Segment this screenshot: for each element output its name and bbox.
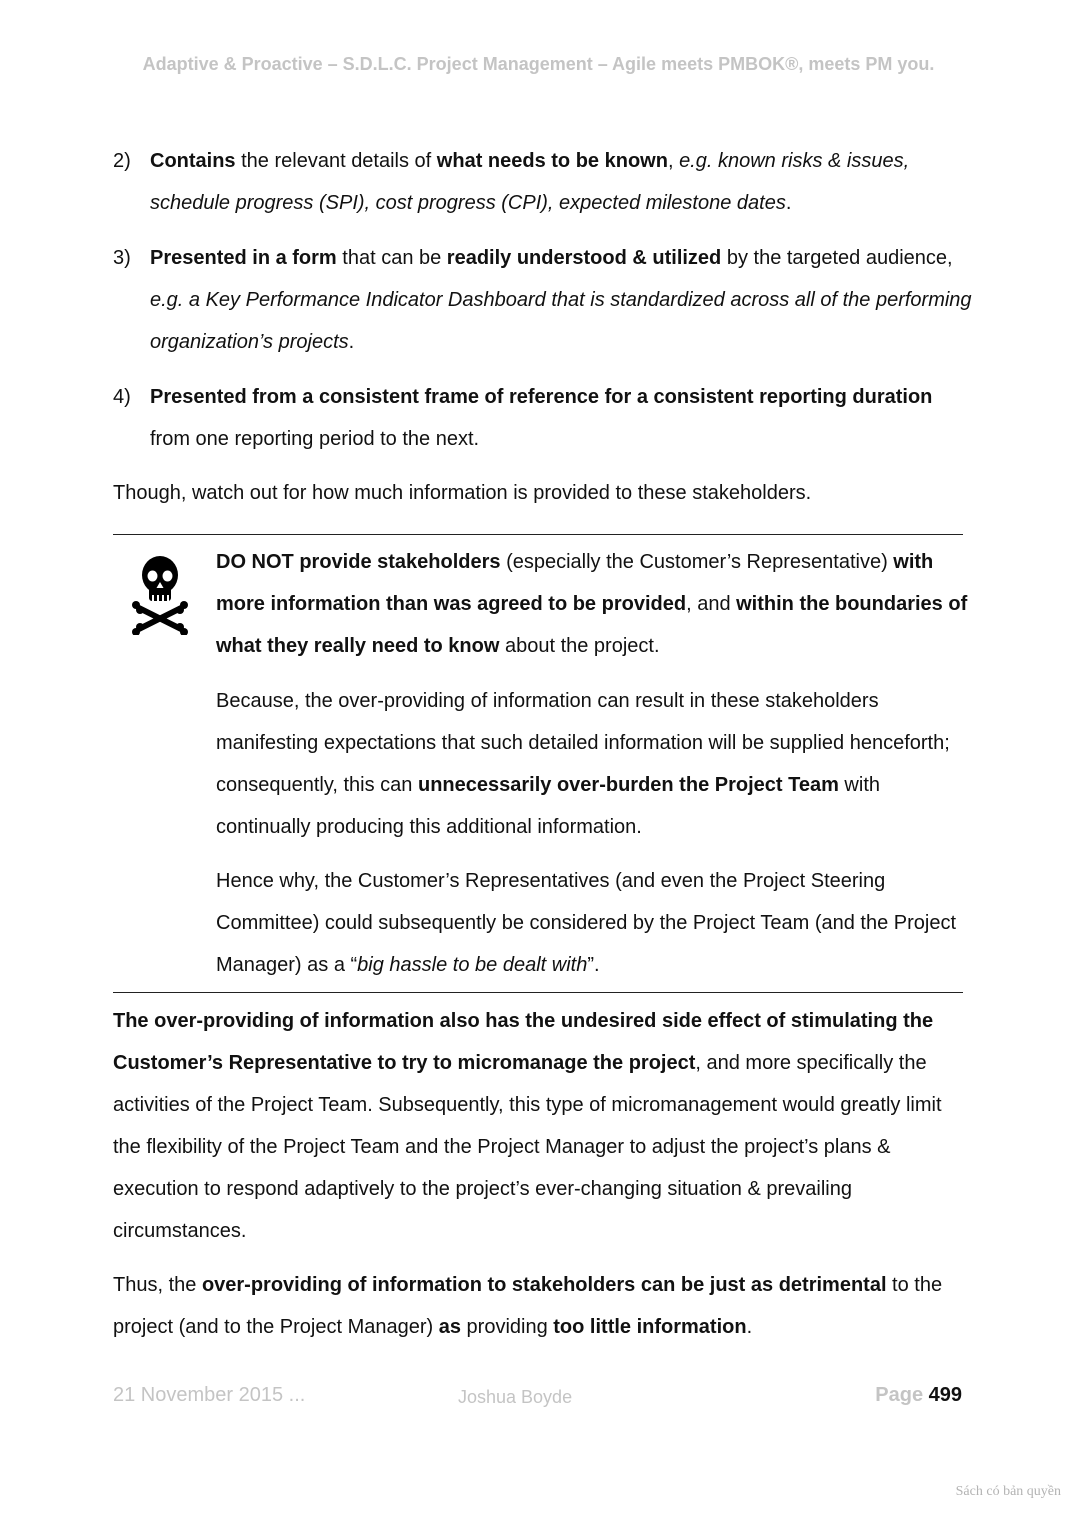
list-number: 4): [113, 386, 131, 408]
body-bold: as: [438, 1316, 461, 1338]
item-text: .: [785, 192, 792, 214]
warning-paragraph: [216, 541, 968, 667]
list-item: [113, 376, 973, 460]
body-bold: over-providing of information to stakeholders can be just as detrimental: [201, 1274, 887, 1296]
warning-text: with continually producing this additional information.: [216, 774, 880, 838]
warning-bold: unnecessarily over-burden the Project Team: [417, 774, 839, 796]
warning-bold: DO NOT provide stakeholders: [216, 551, 501, 573]
warning-text: ”.: [587, 954, 600, 976]
body-bold: too little information: [553, 1316, 747, 1338]
running-header: Adaptive & Proactive – S.D.L.C. Project Management – Agile meets PMBOK®, meets PM you.: [142, 54, 935, 74]
item-text: by the targeted audience,: [721, 247, 953, 269]
warning-bold: with more information than was agreed to be provided: [216, 551, 934, 615]
box-top-rule: [113, 534, 963, 535]
warning-text: , and: [686, 593, 737, 615]
box-bottom-rule: [113, 992, 963, 993]
copyright-watermark: Sách có bản quyền: [955, 1484, 1061, 1499]
list-item: [113, 140, 973, 224]
item-bold: Contains: [150, 150, 236, 172]
skull-and-crossbones-icon: [130, 553, 190, 635]
warning-paragraph: [216, 860, 968, 986]
warning-bold: within the boundaries of what they really need to know: [216, 593, 968, 657]
item-text: the relevant details of: [235, 150, 437, 172]
body-text: .: [746, 1316, 753, 1338]
footer-date: 21 November 2015 ...: [113, 1384, 306, 1406]
body-text: Thus, the: [113, 1274, 202, 1296]
body-paragraph: [113, 1264, 973, 1348]
body-text: , and more specifically the activities of the Project Team. Subsequently, this type of micromanagement would greatly limit the flexibility of the Project Team and the Project Manager to adjust the project’s plans & execution to respond adaptively to the project’s ever-changing situation & prevailing circumstances.: [113, 1052, 942, 1242]
item-bold: Presented in a form: [150, 247, 337, 269]
page-label: Page: [875, 1384, 929, 1406]
body-bold: The over-providing of information also has the undesired side effect of stimulating the Customer’s Representative to try to micromanage the project: [113, 1010, 934, 1074]
list-item: [113, 237, 973, 363]
item-text: ,: [667, 150, 680, 172]
item-text: that can be: [336, 247, 447, 269]
list-number: 2): [113, 150, 131, 172]
body-text: providing: [460, 1316, 554, 1338]
intro-paragraph: Though, watch out for how much information is provided to these stakeholders.: [113, 482, 812, 504]
footer-page: [875, 1384, 962, 1407]
warning-text: (especially the Customer’s Representative): [500, 551, 894, 573]
body-text: to the project (and to the Project Manager): [113, 1274, 943, 1338]
item-italic: e.g. a Key Performance Indicator Dashboard that is standardized across all of the performing organization’s projects: [150, 289, 972, 353]
warning-text: Because, the over-providing of information can result in these stakeholders manifesting expectations that such detailed information will be supplied henceforth; consequently, this can: [216, 690, 950, 796]
item-italic: e.g. known risks & issues, schedule progress (SPI), cost progress (CPI), expected milestone dates: [150, 150, 910, 214]
item-text: .: [348, 331, 355, 353]
warning-text: about the project.: [499, 635, 660, 657]
item-bold: readily understood & utilized: [446, 247, 722, 269]
warning-paragraph: [216, 680, 968, 848]
footer-author: Joshua Boyde: [458, 1387, 573, 1407]
item-text: from one reporting period to the next.: [150, 428, 480, 450]
warning-italic: big hassle to be dealt with: [357, 954, 588, 976]
body-paragraph: [113, 1000, 973, 1252]
page-number: 499: [928, 1384, 962, 1406]
item-bold: Presented from a consistent frame of reference for a consistent reporting duration: [150, 386, 933, 408]
list-number: 3): [113, 247, 131, 269]
item-bold: what needs to be known: [436, 150, 668, 172]
warning-text: Hence why, the Customer’s Representatives (and even the Project Steering Committee) could subsequently be considered by the Project Team (and the Project Manager) as a “: [216, 870, 957, 976]
